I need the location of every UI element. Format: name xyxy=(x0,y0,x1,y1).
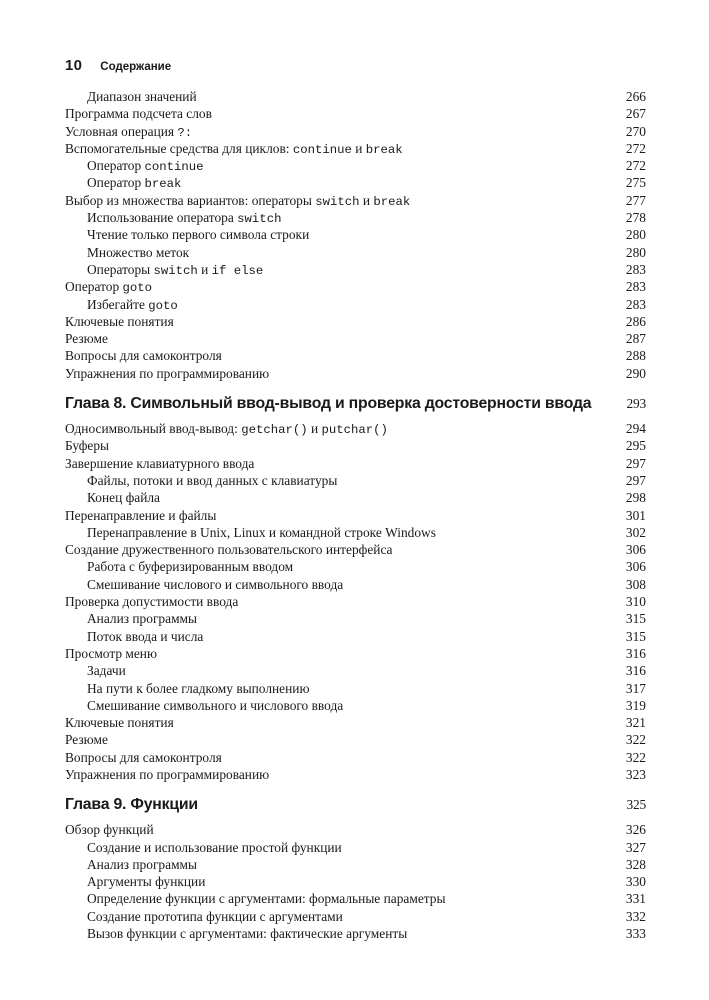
toc-entry xyxy=(65,662,646,679)
entry-title xyxy=(87,226,309,243)
toc-entry xyxy=(65,209,646,226)
title-text: Упражнения по программированию xyxy=(65,766,270,782)
page-ref: 328 xyxy=(625,856,646,872)
page-ref: 308 xyxy=(625,576,646,592)
toc-chapter-heading xyxy=(65,392,646,416)
page-ref: 266 xyxy=(625,89,646,104)
toc-entry xyxy=(65,908,646,925)
entry-title xyxy=(65,593,238,610)
toc-chapter-heading xyxy=(65,793,646,817)
toc-entry xyxy=(65,347,646,364)
toc-entry xyxy=(65,766,646,783)
page-ref: 295 xyxy=(625,438,646,454)
toc-entry xyxy=(65,192,646,209)
page-ref: 306 xyxy=(625,542,646,558)
page-ref: 315 xyxy=(625,611,646,627)
entry-title xyxy=(87,88,197,105)
page-ref: 283 xyxy=(625,296,646,312)
entry-title xyxy=(65,105,212,122)
title-text: Программа подсчета слов xyxy=(65,106,212,122)
title-text: Перенаправление в Unix, Linux и командной строке Windows xyxy=(87,524,436,540)
toc-entry xyxy=(65,839,646,856)
toc-entry xyxy=(65,105,646,122)
title-text: Буферы xyxy=(65,438,110,454)
entry-title xyxy=(65,455,254,472)
title-text: Оператор xyxy=(87,175,145,191)
page-ref: 326 xyxy=(625,822,646,838)
title-text: Вопросы для самоконтроля xyxy=(65,348,222,364)
toc-entry xyxy=(65,244,646,261)
title-text: и xyxy=(307,421,322,437)
toc-entry xyxy=(65,157,646,174)
title-text: Смешивание символьного и числового ввода xyxy=(87,697,344,713)
entry-title xyxy=(87,558,293,575)
title-text: Завершение клавиатурного ввода xyxy=(65,455,255,471)
title-text: Ключевые понятия xyxy=(65,313,174,329)
title-text: Создание прототипа функции с аргументами xyxy=(87,908,343,924)
entry-title xyxy=(87,873,205,890)
entry-title xyxy=(87,489,160,506)
page-number: 10 xyxy=(65,57,83,74)
title-text: Определение функции с аргументами: формальные параметры xyxy=(87,891,446,907)
entry-title xyxy=(65,541,393,558)
toc-entry xyxy=(65,821,646,838)
toc-entry xyxy=(65,680,646,697)
title-text: Поток ввода и числа xyxy=(87,628,204,644)
entry-title xyxy=(65,821,154,838)
title-text: Глава 9. Функции xyxy=(65,796,198,814)
page-ref: 317 xyxy=(625,680,646,696)
code-keyword: if else xyxy=(211,263,264,278)
toc-entry xyxy=(65,749,646,766)
code-keyword: continue xyxy=(292,142,352,157)
title-text: Операторы xyxy=(87,261,154,277)
code-keyword: switch xyxy=(153,263,198,278)
page-ref: 332 xyxy=(625,908,646,924)
toc-entry xyxy=(65,628,646,645)
title-text: Вспомогательные средства для циклов: xyxy=(65,140,293,156)
page-ref: 319 xyxy=(625,697,646,713)
title-text: Чтение только первого символа строки xyxy=(87,227,310,243)
title-text: Упражнения по программированию xyxy=(65,365,270,381)
toc-entry xyxy=(65,593,646,610)
toc-entry xyxy=(65,330,646,347)
page-ref: 321 xyxy=(625,715,646,731)
title-text: Работа с буферизированным вводом xyxy=(87,559,294,575)
page-ref: 277 xyxy=(625,192,646,208)
title-text: Избегайте xyxy=(87,296,149,312)
entry-title xyxy=(65,731,108,748)
code-keyword: switch xyxy=(315,194,360,209)
page-ref: 293 xyxy=(626,396,646,412)
toc-entry xyxy=(65,873,646,890)
entry-title xyxy=(65,420,388,439)
toc-entry xyxy=(65,140,646,157)
title-text: Создание и использование простой функции xyxy=(87,839,342,855)
toc-entry xyxy=(65,365,646,382)
entry-title xyxy=(65,365,269,382)
page-ref: 302 xyxy=(625,524,646,540)
title-text: Проверка допустимости ввода xyxy=(65,594,239,610)
page-ref: 280 xyxy=(625,227,646,243)
page-ref: 322 xyxy=(625,732,646,748)
page-ref: 290 xyxy=(625,365,646,381)
code-keyword: break xyxy=(144,177,182,192)
entry-title xyxy=(87,925,407,942)
page-ref: 298 xyxy=(625,490,646,506)
page-ref: 294 xyxy=(625,421,646,437)
entry-title xyxy=(65,645,157,662)
entry-title xyxy=(87,472,337,489)
page-ref: 272 xyxy=(625,158,646,174)
entry-title xyxy=(65,347,222,364)
toc-entry xyxy=(65,576,646,593)
toc-entry xyxy=(65,541,646,558)
toc-entry xyxy=(65,123,646,140)
title-text: Перенаправление и файлы xyxy=(65,507,217,523)
entry-title xyxy=(87,610,197,627)
page-ref: 323 xyxy=(625,766,646,782)
entry-title xyxy=(65,437,109,454)
title-text: Аргументы функции xyxy=(87,874,206,890)
toc-entry xyxy=(65,278,646,295)
code-keyword: continue xyxy=(144,160,204,175)
title-text: Резюме xyxy=(65,732,108,748)
entry-title xyxy=(65,507,216,524)
toc-entry xyxy=(65,697,646,714)
code-keyword: goto xyxy=(122,281,153,296)
page-ref: 306 xyxy=(625,559,646,575)
title-text: Вопросы для самоконтроля xyxy=(65,749,222,765)
entry-title xyxy=(87,662,126,679)
title-text: Условная операция xyxy=(65,123,178,139)
page-ref: 280 xyxy=(625,244,646,260)
page-ref: 278 xyxy=(625,210,646,226)
entry-title xyxy=(87,628,203,645)
entry-title xyxy=(87,524,436,541)
title-text: и xyxy=(359,192,374,208)
title-text: и xyxy=(197,261,212,277)
page-ref: 315 xyxy=(625,628,646,644)
page-ref: 297 xyxy=(625,455,646,471)
title-text: Диапазон значений xyxy=(87,89,197,104)
toc-entry xyxy=(65,890,646,907)
toc-entry xyxy=(65,226,646,243)
entry-title xyxy=(65,714,174,731)
page-ref: 322 xyxy=(625,749,646,765)
toc-entry xyxy=(65,856,646,873)
entry-title xyxy=(87,244,189,261)
toc-entry xyxy=(65,524,646,541)
page-ref: 327 xyxy=(625,839,646,855)
title-text: Смешивание числового и символьного ввода xyxy=(87,576,344,592)
page-ref: 301 xyxy=(625,507,646,523)
entry-title xyxy=(87,908,343,925)
title-text: Оператор xyxy=(87,158,145,174)
entry-title xyxy=(87,839,342,856)
title-text: Резюме xyxy=(65,331,108,347)
toc-entry xyxy=(65,313,646,330)
entry-title xyxy=(65,330,108,347)
page-ref: 330 xyxy=(625,874,646,890)
entry-title xyxy=(65,749,222,766)
title-text: Ключевые понятия xyxy=(65,715,174,731)
code-keyword: putchar() xyxy=(321,423,388,438)
toc-entry xyxy=(65,420,646,437)
entry-title xyxy=(87,697,343,714)
toc-entry xyxy=(65,507,646,524)
title-text: Создание дружественного пользовательского интерфейса xyxy=(65,542,393,558)
entry-title xyxy=(87,576,343,593)
title-text: Глава 8. Символьный ввод-вывод и проверка достоверности ввода xyxy=(65,395,592,413)
toc-entry xyxy=(65,88,646,105)
code-keyword: switch xyxy=(237,212,282,227)
page-ref: 316 xyxy=(625,645,646,661)
toc-entry xyxy=(65,610,646,627)
toc-entry xyxy=(65,455,646,472)
page-ref: 286 xyxy=(625,313,646,329)
toc-entry xyxy=(65,261,646,278)
title-text: Анализ программы xyxy=(87,611,198,627)
title-text: Множество меток xyxy=(87,244,190,260)
page-ref: 275 xyxy=(625,175,646,191)
toc-entry xyxy=(65,731,646,748)
page-ref: 283 xyxy=(625,261,646,277)
title-text: Использование оператора xyxy=(87,210,238,226)
title-text: Обзор функций xyxy=(65,822,154,838)
toc-entry xyxy=(65,645,646,662)
running-title: Содержание xyxy=(100,61,172,73)
entry-title xyxy=(65,313,174,330)
title-text: Задачи xyxy=(87,663,126,679)
page-ref: 283 xyxy=(625,279,646,295)
title-text: Файлы, потоки и ввод данных с клавиатуры xyxy=(87,472,338,488)
page-ref: 331 xyxy=(625,891,646,907)
code-keyword: goto xyxy=(148,298,178,313)
toc-entry xyxy=(65,472,646,489)
chapter-title xyxy=(65,392,591,416)
page-ref: 333 xyxy=(625,926,646,942)
entry-title xyxy=(87,890,445,907)
page-ref: 272 xyxy=(625,140,646,156)
page-ref: 270 xyxy=(625,123,646,139)
toc-entry xyxy=(65,558,646,575)
page-ref: 287 xyxy=(625,331,646,347)
title-text: и xyxy=(351,140,366,156)
toc-entry xyxy=(65,174,646,191)
toc-entry xyxy=(65,296,646,313)
toc-entry xyxy=(65,489,646,506)
title-text: На пути к более гладкому выполнению xyxy=(87,680,310,696)
title-text: Анализ программы xyxy=(87,856,198,872)
entry-title xyxy=(87,680,309,697)
code-keyword: break xyxy=(365,142,403,157)
toc-entry xyxy=(65,437,646,454)
table-of-contents xyxy=(65,88,646,942)
code-keyword: break xyxy=(373,194,411,209)
toc-entry xyxy=(65,925,646,942)
title-text: Оператор xyxy=(65,279,123,295)
title-text: Просмотр меню xyxy=(65,645,157,661)
code-keyword: ?: xyxy=(177,125,193,140)
page-ref: 267 xyxy=(625,106,646,122)
page-ref: 288 xyxy=(625,348,646,364)
code-keyword: getchar() xyxy=(241,423,308,438)
entry-title xyxy=(87,856,197,873)
page-ref: 325 xyxy=(626,797,646,813)
title-text: Односимвольный ввод-вывод: xyxy=(65,421,242,437)
title-text: Вызов функции с аргументами: фактические аргументы xyxy=(87,926,408,942)
entry-title xyxy=(65,766,269,783)
page-ref: 316 xyxy=(625,663,646,679)
page-header xyxy=(65,57,171,74)
page-ref: 297 xyxy=(625,472,646,488)
chapter-title xyxy=(65,793,198,817)
title-text: Выбор из множества вариантов: операторы xyxy=(65,192,316,208)
title-text: Конец файла xyxy=(87,490,160,506)
toc-entry xyxy=(65,714,646,731)
page-ref: 310 xyxy=(625,594,646,610)
